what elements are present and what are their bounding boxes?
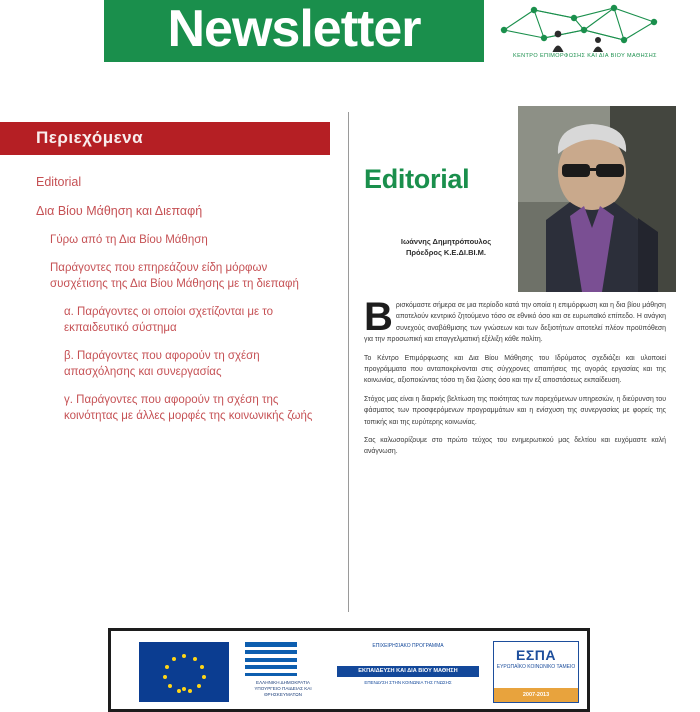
espa-title: ΕΣΠΑ — [516, 647, 556, 663]
toc-item[interactable]: γ. Παράγοντες που αφορούν τη σχέση της κοινότητας με άλλες μορφές της κοινωνικής ζωής — [64, 394, 313, 422]
espa-band-label: 2007-2013 — [522, 692, 550, 698]
editorial-column — [364, 104, 684, 609]
espa-logo — [493, 641, 579, 703]
operational-programme-bar-label: ΕΚΠΑΙΔΕΥΣΗ ΚΑΙ ΔΙΑ ΒΙΟΥ ΜΑΘΗΣΗ — [358, 668, 458, 674]
logo-caption: ΚΕΝΤΡΟ ΕΠΙΜΟΡΦΩΣΗΣ ΚΑΙ ΔΙΑ ΒΙΟΥ ΜΑΘΗΣΗΣ — [513, 53, 657, 59]
operational-programme-logo — [333, 643, 483, 701]
hellenic-republic-flag-icon — [245, 642, 297, 676]
eu-stars-icon — [139, 642, 229, 702]
toc-item[interactable]: Παράγοντες που επηρεάζουν είδη μόρφων συσχέτισης της Δια Βίου Μάθησης με τη διεπαφή — [50, 262, 299, 290]
drop-cap: B — [364, 295, 393, 339]
contents-heading-bar — [0, 122, 330, 155]
european-union-flag-icon — [139, 642, 229, 702]
network-people-logo-icon — [486, 0, 676, 52]
funding-logos-band — [108, 628, 590, 712]
espa-subtitle: ΕΥΡΩΠΑΪΚΟ ΚΟΙΝΩΝΙΚΟ ΤΑΜΕΙΟ — [496, 664, 576, 670]
masthead — [0, 0, 700, 96]
masthead-green-band — [104, 0, 484, 62]
hellenic-republic-caption: ΕΛΛΗΝΙΚΗ ΔΗΜΟΚΡΑΤΙΑ ΥΠΟΥΡΓΕΙΟ ΠΑΙΔΕΙΑΣ ΚΑΙ ΘΡΗΣΚΕΥΜΑΤΩΝ — [254, 680, 312, 697]
avatar — [516, 104, 678, 294]
paragraph: Στόχος μας είναι η διαρκής βελτίωση της ποιότητας των παρεχόμενων υπηρεσιών, η διεύρυνση του φάσματος των προσφερόμενων προγραμμάτων και η ενίσχυση της συνεργασίας με φορείς της τοπικής και της ευρύτερης κοινωνίας. — [364, 395, 666, 426]
paragraph: Σας καλωσορίζουμε στο πρώτο τεύχος του ενημερωτικού μας δελτίου και ευχόμαστε καλή ανάγνωση. — [364, 437, 666, 456]
contents-column — [0, 112, 330, 622]
paragraph: Το Κέντρο Επιμόρφωσης και Δια Βίου Μάθησης του Ιδρύματος σχεδιάζει και υλοποιεί προγράμματα που ανταποκρίνονται στις σύγχρονες απαιτήσεις της αγοράς εργασίας και της κοινωνίας, αξιοποιώντας τόσο τη δια ζώσης όσο και την εξ αποστάσεως εκπαίδευση. — [364, 354, 666, 385]
editorial-byline: Ιωάννης Δημητρόπουλος Πρόεδρος Κ.Ε.ΔΙ.ΒΙ.Μ. — [400, 237, 492, 257]
contents-heading: Περιεχόμενα — [36, 128, 144, 147]
editorial-body — [364, 295, 666, 465]
newsletter-title: Newsletter — [167, 0, 421, 58]
toc-item[interactable]: β. Παράγοντες που αφορούν τη σχέση απασχόλησης και συνεργασίας — [64, 350, 260, 378]
operational-programme-bottom-label: ΕΠΕΝΔΥΣΗ ΣΤΗΝ ΚΟΙΝΩΝΙΑ ΤΗΣ ΓΝΩΣΗΣ — [364, 680, 452, 685]
operational-programme-bar — [337, 666, 479, 677]
masthead-divider — [0, 96, 700, 97]
toc-item[interactable]: Γύρω από τη Δια Βίου Μάθηση — [50, 234, 208, 246]
operational-programme-top-label: ΕΠΙΧΕΙΡΗΣΙΑΚΟ ΠΡΟΓΡΑΜΜΑ — [372, 643, 444, 649]
toc-item[interactable]: Editorial — [36, 175, 82, 189]
toc-item[interactable]: α. Παράγοντες οι οποίοι σχετίζονται με το εκπαιδευτικό σύστημα — [64, 306, 274, 334]
portrait-photo-icon — [518, 106, 676, 292]
column-divider — [348, 112, 349, 612]
paragraph: ρισκόμαστε σήμερα σε μια περίοδο κατά την οποία η επιμόρφωση και η δια βίου μάθηση αποτελούν κεντρικό ζητούμενο τόσο σε εθνικό όσο και σε ευρωπαϊκό επίπεδο. Η ανάγκη συνεχούς αναβάθμισης των γνώσεων και των δεξιοτήτων αποτελεί πλέον προϋπόθεση για την προσωπική και επαγγελματική εξέλιξη κάθε πολίτη. — [364, 302, 666, 344]
page-title: Editorial — [364, 164, 470, 194]
table-of-contents — [36, 174, 316, 436]
toc-item[interactable]: Δια Βίου Μάθηση και Διεπαφή — [36, 204, 203, 218]
hellenic-republic-logo — [241, 642, 325, 704]
organization-logo — [486, 0, 700, 96]
